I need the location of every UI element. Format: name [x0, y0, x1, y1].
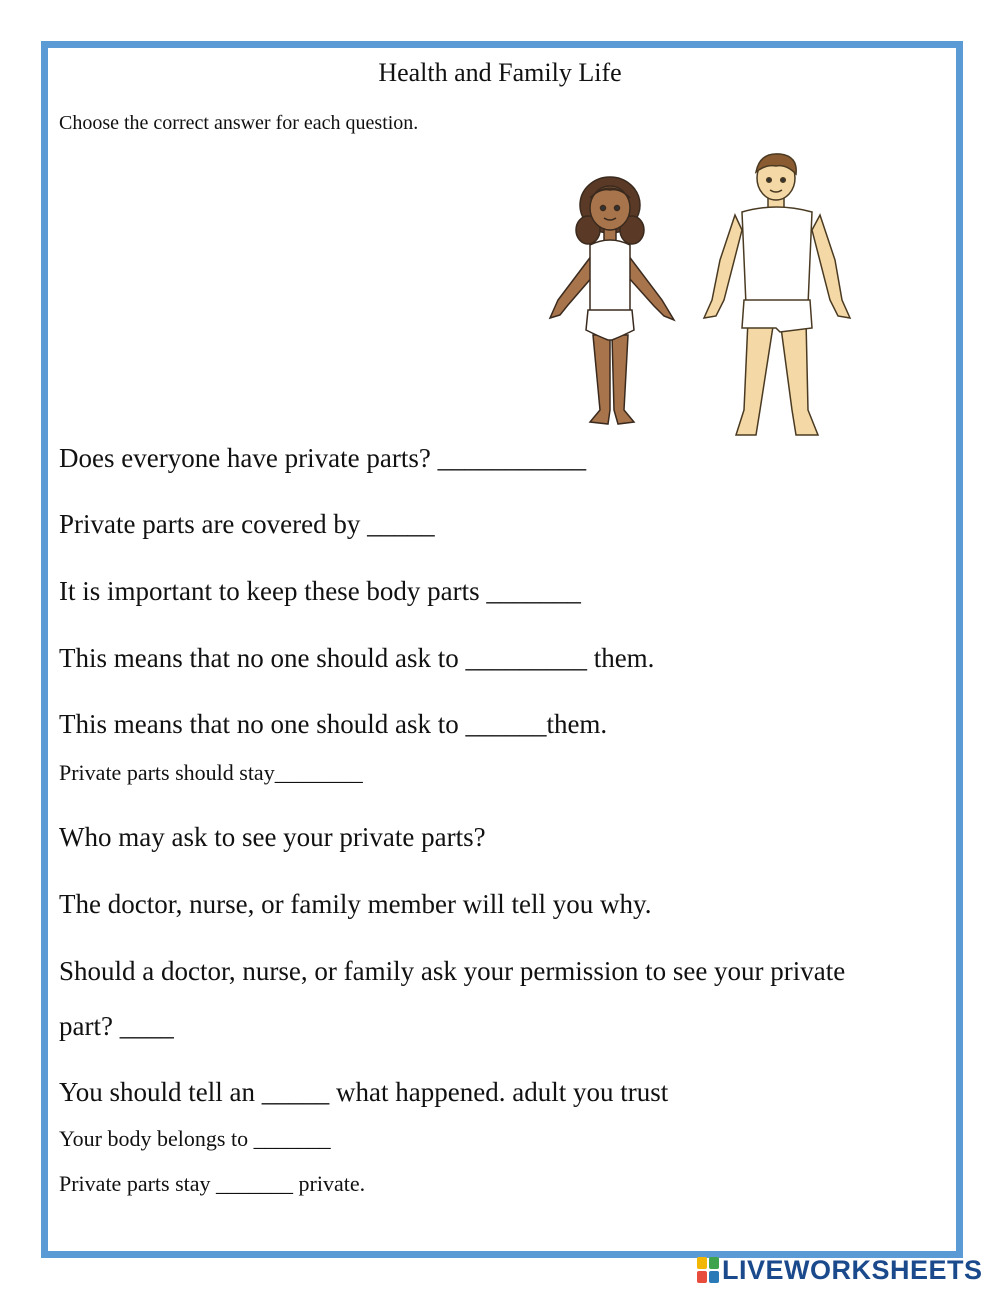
- question-4: This means that no one should ask to _________ them.: [59, 643, 655, 673]
- question-9-continued: part? ____: [59, 1011, 174, 1041]
- question-10: You should tell an _____ what happened. adult you trust: [59, 1077, 669, 1107]
- question-11: Your body belongs to _______: [59, 1126, 331, 1151]
- question-12: Private parts stay _______ private.: [59, 1171, 366, 1196]
- boy-figure: [704, 154, 850, 435]
- instructions: Choose the correct answer for each question.: [59, 112, 419, 134]
- question-2: Private parts are covered by _____: [59, 509, 435, 539]
- question-5: This means that no one should ask to ______them.: [59, 709, 608, 739]
- liveworksheets-logo[interactable]: [697, 1255, 983, 1285]
- question-8: The doctor, nurse, or family member will tell you why.: [59, 889, 652, 919]
- question-7: Who may ask to see your private parts?: [59, 822, 486, 852]
- question-9: Should a doctor, nurse, or family ask your permission to see your private: [59, 956, 846, 986]
- worksheet-title: Health and Family Life: [378, 58, 622, 87]
- question-6: Private parts should stay________: [59, 760, 363, 785]
- children-illustration-icon: [530, 150, 860, 450]
- question-3: It is important to keep these body parts _______: [59, 576, 581, 606]
- question-1: Does everyone have private parts? ___________: [59, 443, 587, 473]
- girl-figure: [550, 177, 674, 424]
- logo-text: LIVEWORKSHEETS: [722, 1254, 983, 1285]
- liveworksheets-logo-icon: [697, 1257, 719, 1283]
